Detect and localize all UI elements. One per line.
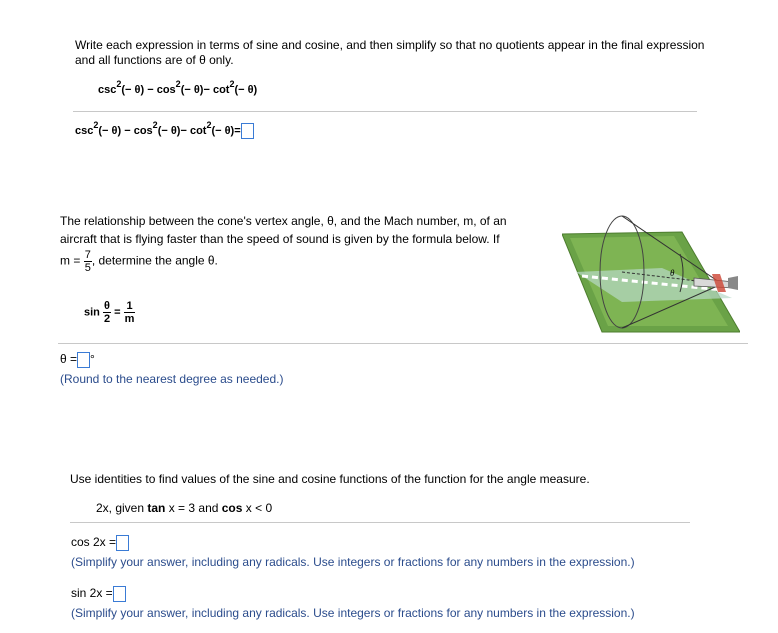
problem1-expression: $\csc^2(- \theta) - \cos^2(- \theta)- \cot^2(- \theta)$: [98, 79, 258, 96]
problem2-m-given: m = $\frac{7}{5}$ , determine the angle θ.: [60, 249, 218, 274]
divider: [70, 522, 690, 523]
mach-cone-figure: [562, 198, 740, 340]
sin2x-hint: (Simplify your answer, including any radicals. Use integers or fractions for any numbers in the expression.): [71, 606, 635, 620]
answer-input-problem1[interactable]: [241, 123, 254, 139]
problem2-answer-row: θ = °: [60, 352, 95, 367]
one-over-m: $\frac{1}{m}$: [124, 300, 135, 325]
problem1-answer-row: $\csc^2(- \theta) - \cos^2(- \theta)- \cot^2(- \theta)=$: [75, 123, 254, 139]
theta-over-2: $\frac{\theta}{2}$: [103, 300, 111, 325]
problem3-given: 2x, given tan x = 3 and cos x < 0: [96, 501, 273, 515]
cos2x-hint: (Simplify your answer, including any radicals. Use integers or fractions for any numbers in the expression.): [71, 555, 635, 569]
cos2x-answer-row: cos 2x =: [71, 535, 129, 551]
answer-input-sin2x[interactable]: [113, 586, 126, 602]
divider: [73, 111, 697, 112]
sin2x-answer-row: sin 2x =: [71, 586, 126, 602]
problem2-text-line1: The relationship between the cone's vertex angle, θ, and the Mach number, m, of an: [60, 214, 507, 228]
m-fraction: $\frac{7}{5}$: [84, 249, 91, 274]
problem2-formula: sin $\frac{\theta}{2}$ = $\frac{1}{m}$: [84, 300, 135, 325]
answer-input-theta[interactable]: [77, 352, 90, 368]
problem1-instruction: Write each expression in terms of sine and cosine, and then simplify so that no quotients appear in the final expression and all functions are of θ only.: [75, 38, 705, 67]
problem2-text-line2: aircraft that is flying faster than the speed of sound is given by the formula below. If: [60, 232, 500, 246]
answer-input-cos2x[interactable]: [116, 535, 129, 551]
divider: [58, 343, 748, 344]
problem2-hint: (Round to the nearest degree as needed.): [60, 372, 284, 386]
figure-theta-label: θ: [670, 268, 675, 278]
problem3-instruction: Use identities to find values of the sine and cosine functions of the function for the angle measure.: [70, 472, 590, 486]
